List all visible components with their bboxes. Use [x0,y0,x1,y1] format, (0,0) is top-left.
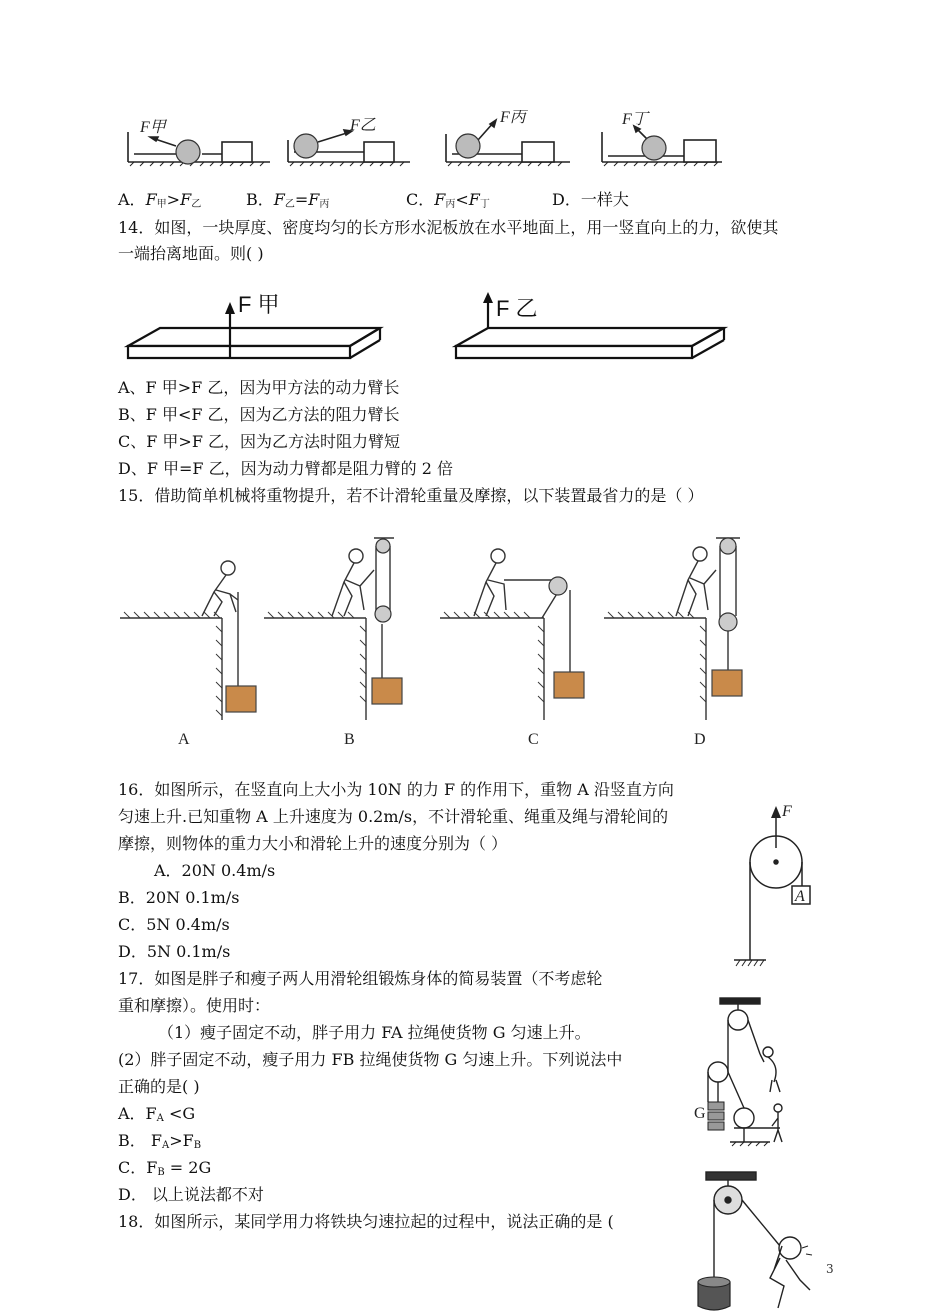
operator: = [294,190,309,209]
subscript: A [156,1113,164,1124]
q16-option-a[interactable]: A．20N 0.4m/s [154,861,276,880]
option-text: = 2G [164,1158,212,1177]
q17-stem-line-5: 正确的是( ) [118,1077,200,1096]
weight-block-icon [712,670,742,696]
arrow-up-icon [771,806,781,818]
q15-fig-label-c: C [528,731,539,748]
q14-option-a[interactable]: A、F 甲>F 乙，因为甲方法的动力臂长 [118,378,400,397]
force-symbol: F [145,190,157,209]
q16-stem-line-3: 摩擦，则物体的重力大小和滑轮上升的速度分别为（ ） [118,834,508,853]
q16-option-b[interactable]: B．20N 0.1m/s [118,888,240,907]
pulley-icon [720,538,736,554]
option-text: <G [163,1104,196,1123]
arrow-up-icon [483,292,493,303]
q15-stem: 15．借助简单机械将重物提升，若不计滑轮重量及摩擦，以下装置最省力的是（ ） [118,486,704,505]
pulley-icon [734,1108,754,1128]
option-text: A．F [118,1104,157,1123]
weight-plate-icon [708,1102,724,1110]
weight-plate-icon [708,1112,724,1120]
q16-option-d[interactable]: D．5N 0.1m/s [118,942,231,961]
pulley-icon [375,606,391,622]
q16-stem-line-2: 匀速上升.已知重物 A 上升速度为 0.2m/s，不计滑轮重、绳重及绳与滑轮间的 [118,807,669,826]
force-subscript: 乙 [284,199,295,210]
q15-fig-label-d: D [694,731,706,748]
q14-label-right: F 乙 [496,296,538,321]
q14-option-d[interactable]: D、F 甲=F 乙，因为动力臂都是阻力臂的 2 倍 [118,459,453,478]
force-symbol: F [180,190,192,209]
option-letter: B． [246,190,274,209]
q13-fig-label-4: F丁 [622,111,648,128]
subscript: B [157,1167,165,1178]
force-symbol: F [434,190,446,209]
q17-option-c[interactable] [118,1158,211,1183]
force-subscript: 甲 [156,199,167,210]
force-subscript: 丙 [319,199,330,210]
q13-fig-label-3: F丙 [500,110,526,126]
q14-stem-line-1: 14．如图，一块厚度、密度均匀的长方形水泥板放在水平地面上，用一竖直向上的力，欲使其 [118,218,779,237]
q13-option-c[interactable] [406,190,490,215]
pulley-2-icon [294,134,318,158]
operator: > [166,190,181,209]
weight-plate-icon [708,1122,724,1130]
q14-option-b[interactable]: B、F 甲<F 乙，因为乙方法的阻力臂长 [118,405,400,424]
pulley-4-icon [642,136,666,160]
operator: < [455,190,469,209]
force-subscript: 丁 [479,199,490,210]
q17-fig-label-g: G [694,1105,706,1122]
q17-stem-line-1: 17．如图是胖子和瘦子两人用滑轮组锻炼身体的简易装置（不考虑轮 [118,969,603,988]
force-symbol: F [468,190,480,209]
pulley-icon [376,539,390,553]
weight-block-icon [554,672,584,698]
q16-figure [726,800,826,972]
q13-figure [118,110,738,176]
q15-figure [118,530,758,754]
q16-fig-label-f: F [782,803,792,820]
q16-option-c[interactable]: C．5N 0.4m/s [118,915,230,934]
q17-stem-line-2: 重和摩擦）。使用时： [118,996,271,1015]
q14-option-c[interactable]: C、F 甲>F 乙，因为乙方法时阻力臂短 [118,432,401,451]
q18-stem: 18．如图所示，某同学用力将铁块匀速拉起的过程中，说法正确的是 ( [118,1212,614,1231]
weight-block-icon [226,686,256,712]
force-subscript: 丙 [445,199,456,210]
q16-stem-line-1: 16．如图所示，在竖直向上大小为 10N 的力 F 的作用下，重物 A 沿竖直方向 [118,780,674,799]
page-number: 3 [826,1262,834,1276]
q14-label-left: F 甲 [238,292,280,317]
option-text: B． F [118,1131,162,1150]
force-symbol: F [308,190,320,209]
q17-stem-line-3: （1）瘦子固定不动，胖子用力 FA 拉绳使货物 G 匀速上升。 [158,1023,591,1042]
subscript: A [161,1140,170,1151]
q16-fig-label-a: A [795,888,805,905]
q14-figure [118,288,738,366]
q13-option-d[interactable]: D．一样大 [552,190,629,209]
weight-block-icon [372,678,402,704]
pulley-icon [719,613,737,631]
pulley-icon [549,577,567,595]
pulley-3-icon [456,134,480,158]
subscript: B [193,1140,202,1151]
q13-fig-label-1: F甲 [140,119,166,136]
q18-figure [690,1170,830,1316]
q17-option-b[interactable] [118,1131,201,1156]
q15-fig-label-a: A [178,731,190,748]
pulley-1-icon [176,140,200,164]
q17-figure [690,996,800,1156]
q13-option-a[interactable] [118,190,201,215]
pulley-icon [728,1010,748,1030]
q17-stem-line-4: (2）胖子固定不动，瘦子用力 FB 拉绳使货物 G 匀速上升。下列说法中 [118,1050,623,1069]
option-text: >F [169,1131,194,1150]
q17-option-d[interactable]: D． 以上说法都不对 [118,1185,264,1204]
q17-option-a[interactable] [118,1104,195,1129]
option-text: C．F [118,1158,158,1177]
option-letter: C． [406,190,435,209]
pulley-icon [708,1062,728,1082]
q13-fig-label-2: F乙 [350,117,376,134]
q14-stem-line-2: 一端抬离地面。则( ) [118,244,264,263]
q13-option-b[interactable] [246,190,329,215]
force-symbol: F [273,190,285,209]
option-letter: A． [118,190,146,209]
force-subscript: 乙 [191,199,202,210]
arrow-up-icon [225,302,235,314]
q15-fig-label-b: B [344,731,355,748]
